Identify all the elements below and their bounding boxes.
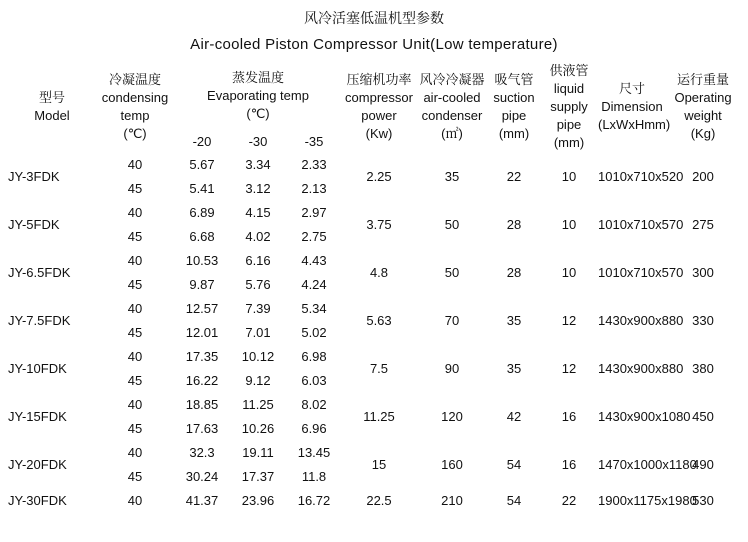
page-title-cn: 风冷活塞低温机型参数: [304, 10, 444, 26]
cell-evap-30: 3.34: [245, 156, 271, 172]
table-row: [8, 488, 740, 512]
cell-power: 5.63: [366, 312, 392, 328]
cell-model: JY-30FDK: [8, 492, 67, 508]
th-cond-en: condensing temp: [101, 90, 169, 123]
cell-condenser: 35: [444, 168, 460, 184]
th-model: [8, 62, 96, 152]
th-liquid-unit: (mm): [553, 135, 585, 150]
cell-cond-temp: 45: [127, 372, 143, 388]
th-dimension-unit: (LxWxHmm): [598, 117, 671, 132]
cell-power: 3.75: [366, 216, 392, 232]
cell-model: JY-6.5FDK: [8, 264, 71, 280]
cell-evap-20: 17.35: [185, 348, 219, 364]
cell-evap-20: 10.53: [185, 252, 219, 268]
cell-evap-20: 5.67: [189, 156, 215, 172]
cell-liquid: 10: [561, 264, 577, 280]
cell-evap-35: 2.75: [301, 228, 327, 244]
th-dimension: [598, 62, 671, 152]
cell-condenser: 160: [441, 456, 463, 472]
cell-condenser: 70: [444, 312, 460, 328]
table-header: [8, 62, 740, 152]
cell-evap-30: 11.25: [242, 396, 274, 412]
cell-suction: 22: [506, 168, 522, 184]
cell-model: JY-15FDK: [8, 408, 67, 424]
specifications-table: [8, 62, 740, 512]
cell-evap-35: 5.34: [301, 300, 327, 316]
th-power-en: compressor power: [345, 90, 413, 123]
cell-evap-30: 10.26: [241, 420, 275, 436]
th-cond-unit: (℃): [123, 126, 147, 141]
cell-power: 15: [371, 456, 387, 472]
cell-cond-temp: 45: [127, 180, 143, 196]
th-evap-sub-35: -35: [304, 133, 324, 149]
th-condenser-en: air-cooled condenser: [421, 90, 483, 123]
table-row: [8, 344, 740, 368]
th-dimension-cn: 尺寸: [618, 81, 645, 96]
cell-evap-35: 6.98: [301, 348, 327, 364]
table-row: [8, 152, 740, 176]
cell-suction: 54: [506, 456, 522, 472]
cell-weight: 380: [692, 360, 714, 376]
cell-evap-20: 41.37: [185, 492, 219, 508]
cell-power: 22.5: [366, 492, 392, 508]
th-power-unit: (Kw): [365, 126, 393, 141]
cell-liquid: 16: [561, 408, 577, 424]
cell-liquid: 12: [561, 360, 577, 376]
cell-evap-35: 11.8: [301, 468, 327, 484]
cell-cond-temp: 40: [127, 204, 143, 220]
cell-evap-30: 7.39: [245, 300, 271, 316]
th-suction-en: suction pipe: [493, 90, 535, 123]
th-weight-en: Operating weight: [674, 90, 732, 123]
cell-evap-20: 12.57: [185, 300, 219, 316]
cell-power: 2.25: [366, 168, 392, 184]
cell-weight: 275: [692, 216, 714, 232]
th-evap-sub-30: -30: [248, 133, 268, 149]
th-liquid-supply-pipe: [540, 62, 598, 152]
cell-evap-20: 6.89: [189, 204, 215, 220]
cell-condenser: 210: [441, 492, 463, 508]
cell-power: 7.5: [369, 360, 389, 376]
table-body: [8, 152, 740, 512]
cell-evap-30: 19.11: [242, 444, 274, 460]
cell-condenser: 50: [444, 264, 460, 280]
cell-cond-temp: 40: [127, 300, 143, 316]
cell-evap-30: 5.76: [245, 276, 271, 292]
cell-evap-20: 5.41: [189, 180, 215, 196]
cell-evap-20: 6.68: [189, 228, 215, 244]
th-weight-cn: 运行重量: [676, 72, 729, 87]
cell-evap-35: 6.96: [301, 420, 327, 436]
cell-liquid: 22: [561, 492, 577, 508]
cell-dimension: 1010x710x570: [598, 264, 684, 280]
cell-cond-temp: 40: [127, 444, 143, 460]
cell-evap-20: 32.3: [189, 444, 215, 460]
cell-liquid: 10: [561, 168, 577, 184]
cell-suction: 35: [506, 312, 522, 328]
cell-evap-35: 4.43: [301, 252, 327, 268]
cell-cond-temp: 40: [127, 348, 143, 364]
cell-evap-20: 12.01: [185, 324, 219, 340]
cell-evap-20: 18.85: [185, 396, 219, 412]
cell-liquid: 12: [561, 312, 577, 328]
cell-dimension: 1010x710x520: [598, 168, 684, 184]
cell-cond-temp: 40: [127, 156, 143, 172]
cell-model: JY-5FDK: [8, 216, 60, 232]
cell-dimension: 1470x1000x1180: [598, 456, 697, 472]
cell-cond-temp: 45: [127, 228, 143, 244]
cell-evap-20: 9.87: [189, 276, 215, 292]
th-evap-cn: 蒸发温度: [231, 70, 284, 86]
table-row: [8, 440, 740, 464]
cell-weight: 530: [692, 492, 714, 508]
cell-evap-35: 5.02: [301, 324, 327, 340]
cell-weight: 330: [692, 312, 714, 328]
cell-dimension: 1430x900x880: [598, 312, 684, 328]
cell-dimension: 1430x900x880: [598, 360, 684, 376]
cell-evap-20: 17.63: [185, 420, 219, 436]
th-model-cn: 型号: [38, 90, 65, 105]
th-suction-unit: (mm): [498, 126, 530, 141]
cell-cond-temp: 40: [127, 396, 143, 412]
cell-condenser: 120: [441, 408, 463, 424]
th-suction-pipe: [488, 62, 540, 152]
cell-evap-35: 6.03: [301, 372, 327, 388]
cell-weight: 490: [692, 456, 714, 472]
cell-cond-temp: 45: [127, 324, 143, 340]
cell-suction: 35: [506, 360, 522, 376]
cell-liquid: 10: [561, 216, 577, 232]
cell-dimension: 1010x710x570: [598, 216, 684, 232]
cell-power: 4.8: [369, 264, 389, 280]
cell-evap-30: 17.37: [241, 468, 275, 484]
cell-suction: 54: [506, 492, 522, 508]
cell-model: JY-20FDK: [8, 456, 67, 472]
cell-evap-35: 2.13: [301, 180, 327, 196]
cell-cond-temp: 40: [127, 252, 143, 268]
cell-evap-30: 10.12: [241, 348, 275, 364]
th-air-cooled-condenser: [416, 62, 488, 152]
cell-evap-35: 2.33: [301, 156, 327, 172]
th-weight-unit: (Kg): [690, 126, 716, 141]
cell-evap-30: 6.16: [245, 252, 271, 268]
table-row: [8, 392, 740, 416]
cell-liquid: 16: [561, 456, 577, 472]
cell-cond-temp: 45: [127, 468, 143, 484]
cell-evap-35: 4.24: [301, 276, 327, 292]
cell-cond-temp: 45: [127, 420, 143, 436]
cell-evap-30: 23.96: [241, 492, 275, 508]
cell-power: 11.25: [363, 408, 395, 424]
cell-weight: 450: [692, 408, 714, 424]
th-evaporating-temp: [174, 62, 342, 130]
th-power-cn: 压缩机功率: [346, 72, 412, 87]
table-row: [8, 200, 740, 224]
th-evap-sub-20: -20: [192, 133, 212, 149]
page-title-en: Air-cooled Piston Compressor Unit(Low temperature): [190, 36, 558, 53]
th-cond-cn: 冷凝温度: [108, 72, 161, 87]
th-liquid-cn: 供液管: [549, 63, 589, 78]
th-compressor-power: [342, 62, 416, 152]
cell-model: JY-10FDK: [8, 360, 67, 376]
table-row: [8, 248, 740, 272]
th-dimension-en: Dimension: [601, 99, 663, 114]
cell-suction: 28: [506, 216, 522, 232]
cell-suction: 42: [506, 408, 522, 424]
cell-evap-35: 8.02: [301, 396, 327, 412]
cell-evap-30: 4.02: [245, 228, 271, 244]
cell-condenser: 50: [444, 216, 460, 232]
th-suction-cn: 吸气管: [494, 72, 534, 87]
th-operating-weight: [666, 62, 740, 152]
cell-evap-35: 2.97: [301, 204, 327, 220]
cell-dimension: 1900x1175x1980: [598, 492, 697, 508]
cell-model: JY-3FDK: [8, 168, 60, 184]
table-row: [8, 296, 740, 320]
cell-evap-35: 13.45: [297, 444, 331, 460]
cell-evap-20: 16.22: [185, 372, 219, 388]
th-liquid-en: liquid supply pipe: [550, 81, 588, 132]
cell-evap-30: 9.12: [245, 372, 271, 388]
cell-cond-temp: 45: [127, 276, 143, 292]
cell-evap-35: 16.72: [297, 492, 331, 508]
cell-suction: 28: [506, 264, 522, 280]
th-model-en: Model: [34, 108, 70, 123]
cell-dimension: 1430x900x1080: [598, 408, 691, 424]
th-condensing-temp: [96, 62, 174, 152]
th-evap-en: Evaporating temp: [207, 88, 309, 104]
cell-evap-30: 4.15: [245, 204, 271, 220]
cell-condenser: 90: [444, 360, 460, 376]
cell-cond-temp: 40: [127, 492, 143, 508]
cell-evap-30: 3.12: [245, 180, 271, 196]
cell-weight: 300: [692, 264, 714, 280]
cell-evap-20: 30.24: [185, 468, 219, 484]
th-condenser-unit: (㎡): [441, 126, 463, 141]
th-condenser-cn: 风冷冷凝器: [419, 72, 485, 87]
cell-evap-30: 7.01: [245, 324, 271, 340]
cell-weight: 200: [692, 168, 714, 184]
cell-model: JY-7.5FDK: [8, 312, 71, 328]
th-evap-unit: (℃): [246, 106, 270, 122]
